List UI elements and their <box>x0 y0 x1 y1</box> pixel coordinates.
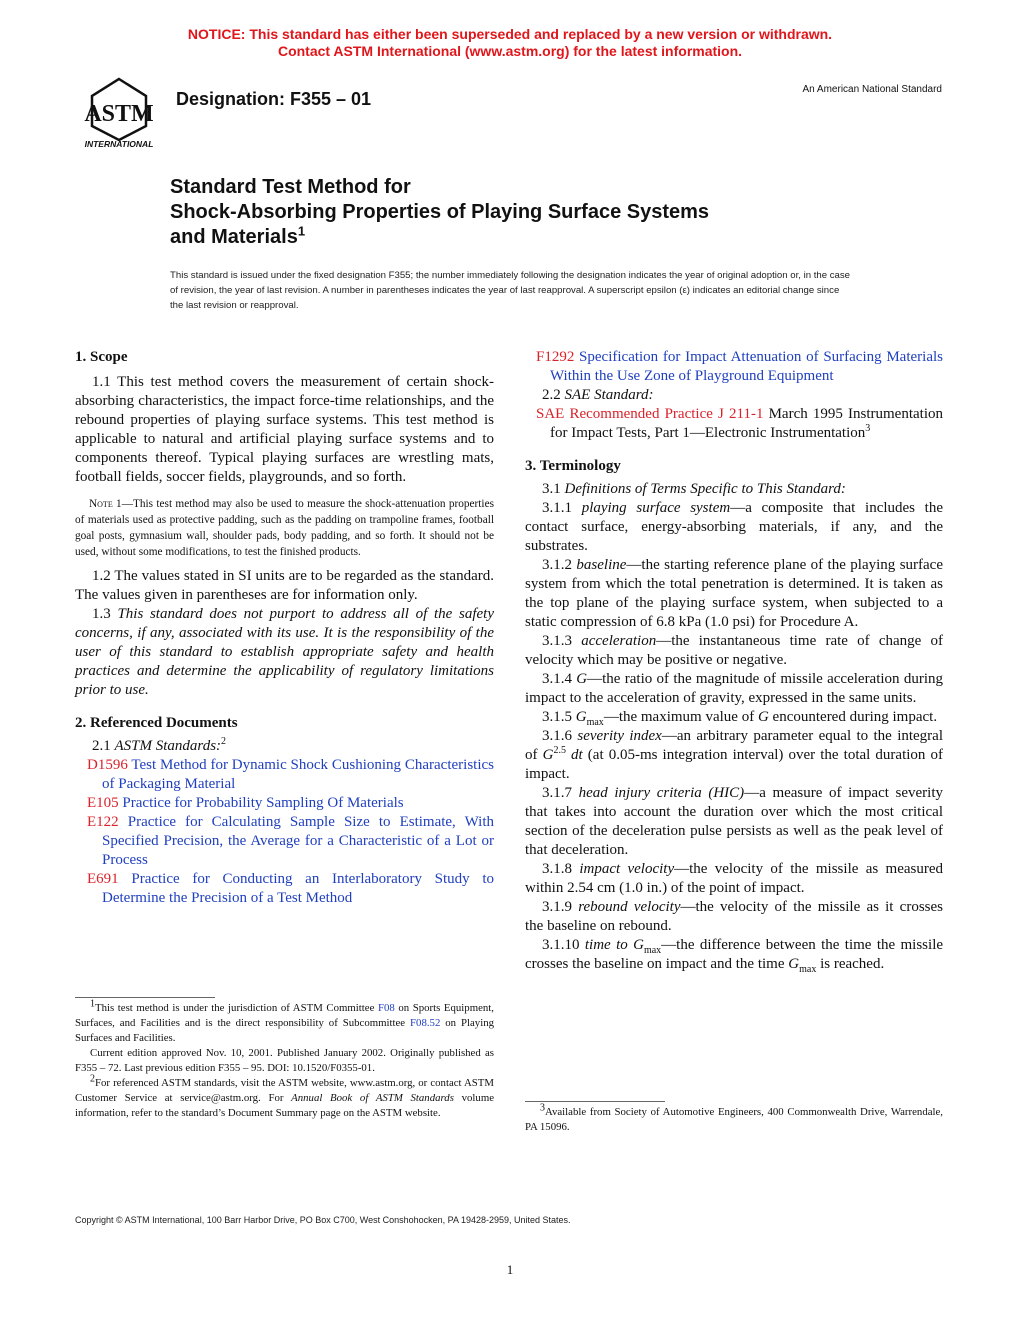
logo-text: ASTM <box>84 101 154 127</box>
definitions-label <box>525 480 943 499</box>
term-num: 3.1.6 <box>542 728 572 744</box>
term-def-b: (at 0.05-ms integration interval) over the total duration of impact. <box>525 747 944 782</box>
designation: Designation: F355 – 01 <box>176 89 372 109</box>
term-def: —the velocity of the missile as measured within 2.54 cm (1.0 in.) of the point of impact. <box>525 861 944 896</box>
subcommittee-link[interactable]: F08.52 <box>410 1017 441 1029</box>
ref-code[interactable]: E105 <box>87 795 119 811</box>
sae-rest: March 1995 Instrumentation for Impact Tests, Part 1—Electronic Instrumentation <box>550 406 943 441</box>
term-num: 3.1.10 <box>542 937 580 953</box>
terminology-heading: 3. Terminology <box>525 458 621 474</box>
ref-title[interactable]: Practice for Calculating Sample Size to Estimate, With Specified Precision, the Average for a Characteristic of a Lot or Process <box>102 814 494 868</box>
scope-1-3-num: 1.3 <box>92 606 111 622</box>
term-g: G <box>757 709 769 725</box>
scope-1-3 <box>75 605 494 700</box>
footnote-1-mark: 1 <box>90 998 95 1010</box>
ref-code[interactable]: F1292 <box>536 349 575 365</box>
title-line-3: and Materials <box>170 226 298 248</box>
notice-line-1: NOTICE: This standard has either been superseded and replaced by a new version or withdrawn. <box>187 26 833 42</box>
term-name: time to G <box>584 937 644 953</box>
astm-standards-text: ASTM Standards: <box>114 738 222 754</box>
title-line-1: Standard Test Method for <box>170 176 411 198</box>
notice-line-2: Contact ASTM International (www.astm.org) for the latest information. <box>277 43 743 59</box>
ref-item-e122[interactable] <box>75 813 494 870</box>
right-column <box>525 348 943 974</box>
term-def: —the velocity of the missile as it crosses the baseline on rebound. <box>525 899 944 934</box>
scope-1-1: 1.1 This test method covers the measurement of certain shock-absorbing characteristics, the impact force-time relationships, and the rebound properties of playing surface systems. This test method is applicable to natural and artificial playing surface systems and to components thereof. Typical playing surfaces are wrestling mats, football fields, soccer fields, playgrounds, and so forth. <box>75 374 494 485</box>
term-name: rebound velocity <box>578 899 681 915</box>
term-name: G <box>576 671 588 687</box>
term-num: 3.1.1 <box>542 500 572 516</box>
term-def-a: —the difference between the time the missile crosses the baseline on impact and the time <box>525 937 944 972</box>
term-name: impact velocity <box>579 861 675 877</box>
term-sub: max <box>643 945 662 956</box>
referenced-heading: 2. Referenced Documents <box>75 715 238 731</box>
astm-logo-icon <box>76 74 162 150</box>
ref-item-sae[interactable] <box>525 405 943 443</box>
title-line-2: Shock-Absorbing Properties of Playing Surface Systems <box>170 201 710 223</box>
term-g: G <box>788 956 800 972</box>
ref-item-e691[interactable] <box>75 870 494 908</box>
footnotes-right <box>525 1102 943 1135</box>
footnote-rule-left <box>75 997 215 998</box>
term-name: playing surface system <box>581 500 731 516</box>
term-num: 3.1.9 <box>542 899 572 915</box>
issued-statement: This standard is issued under the fixed designation F355; the number immediately following the designation indicates the year of original adoption or, in the case of revision, the year of last revision. A number in parentheses indicates the year of last reapproval. A superscript epsilon (ε) indicates an editorial change since the last revision or reapproval. <box>170 270 850 311</box>
term-num: 3.1.4 <box>542 671 572 687</box>
footnote-2-mark: 2 <box>90 1073 95 1085</box>
sae-standard-num: 2.2 <box>542 387 561 403</box>
term-def-b: encountered during impact. <box>768 709 938 725</box>
left-column <box>75 348 494 908</box>
term-3-1-9 <box>525 898 943 936</box>
footnote-1-edition: Current edition approved Nov. 10, 2001. Published January 2002. Originally published as F355 – 72. Last previous edition F355 – 95. DOI: 10.1520/F0355-01. <box>75 1047 494 1074</box>
footnote-1-text-b: on Sports Equipment, Surfaces, and Facilities and is the direct responsibility of Subcommittee <box>75 1002 494 1029</box>
footnote-3-text: Available from Society of Automotive Engineers, 400 Commonwealth Drive, Warrendale, PA 15096. <box>525 1106 943 1133</box>
term-3-1-10 <box>525 936 943 974</box>
term-3-1-6 <box>525 727 943 784</box>
ref-item-e105[interactable] <box>75 794 494 813</box>
term-sub: max <box>586 717 604 728</box>
committee-link[interactable]: F08 <box>377 1002 395 1014</box>
term-3-1-2 <box>525 556 943 632</box>
astm-logo <box>76 74 162 150</box>
footnote-2-italic: Annual Book of ASTM Standards <box>291 1092 454 1104</box>
ref-title[interactable]: Test Method for Dynamic Shock Cushioning Characteristics of Packaging Material <box>102 757 494 792</box>
scope-note-1 <box>75 496 494 560</box>
footnotes-left <box>75 998 495 1121</box>
american-national-standard: An American National Standard <box>802 84 942 95</box>
term-def: —the instantaneous time rate of change of velocity which may be positive or negative. <box>525 633 944 668</box>
term-def-a: —the maximum value of <box>603 709 758 725</box>
document-title <box>170 175 870 250</box>
term-dt: dt <box>565 747 583 763</box>
term-num: 3.1.2 <box>542 557 572 573</box>
copyright-line: Copyright © ASTM International, 100 Barr Harbor Drive, PO Box C700, West Conshohocken, PA 19428-2959, United States. <box>75 1215 571 1225</box>
note-text: —This test method may also be used to measure the shock-attenuation properties of materials used as protective padding, such as the padding on trampoline frames, football goal posts, gymnasium wall, shoulder pads, body padding, and so forth. It should not be used, without some modifications, to test the finished products. <box>75 498 494 558</box>
term-num: 3.1.5 <box>542 709 572 725</box>
definitions-text: Definitions of Terms Specific to This Standard: <box>564 481 846 497</box>
footnote-2-text-a: For referenced ASTM standards, visit the ASTM website, www.astm.org, or contact ASTM Customer Service at service@astm.org. For <box>75 1077 494 1104</box>
term-exp: 2.5 <box>553 745 566 756</box>
term-3-1-8 <box>525 860 943 898</box>
footnote-3 <box>525 1102 943 1135</box>
ref-item-d1596[interactable] <box>75 756 494 794</box>
sae-standard-text: SAE Standard: <box>564 387 654 403</box>
term-num: 3.1.7 <box>542 785 572 801</box>
sae-standard-label <box>525 386 943 405</box>
ref-code[interactable]: E691 <box>87 871 119 887</box>
term-name: acceleration <box>581 633 657 649</box>
term-def: —a measure of impact severity that takes into account the duration over which the most critical section of the deceleration pulse persists as well as the peak level of that deceleration. <box>525 785 943 858</box>
ref-title[interactable]: Practice for Conducting an Interlaboratory Study to Determine the Precision of a Test Method <box>102 871 494 906</box>
term-3-1-5 <box>525 708 943 727</box>
term-name: baseline <box>576 557 627 573</box>
footnote-2 <box>75 1073 495 1121</box>
term-def-b: is reached. <box>816 956 885 972</box>
term-3-1-7 <box>525 784 943 860</box>
footnote-1-text-c: on Playing Surfaces and Facilities. <box>75 1017 495 1044</box>
term-name: severity index <box>577 728 662 744</box>
footnote-1-text-a: This test method is under the jurisdiction of ASTM Committee <box>95 1002 378 1014</box>
term-name: G <box>575 709 587 725</box>
term-3-1-3 <box>525 632 943 670</box>
term-g-sub: max <box>799 964 817 975</box>
logo-subtext: INTERNATIONAL <box>84 139 154 149</box>
title-line-3-wrap <box>170 225 870 250</box>
note-label: Note 1 <box>89 498 122 510</box>
ref-item-f1292[interactable] <box>525 348 943 386</box>
term-num: 3.1.3 <box>542 633 572 649</box>
ref-title[interactable]: Practice for Probability Sampling Of Materials <box>122 795 404 811</box>
term-g: G <box>542 747 554 763</box>
astm-standards-fn: 2 <box>221 736 227 747</box>
term-name: head injury criteria (HIC) <box>578 785 745 801</box>
scope-heading: 1. Scope <box>75 349 128 365</box>
footnote-rule-right <box>525 1101 665 1102</box>
notice-banner <box>0 26 1020 60</box>
footnote-1 <box>75 998 495 1046</box>
term-3-1-1 <box>525 499 943 556</box>
term-def: —the ratio of the magnitude of missile acceleration during impact to the acceleration of gravity, expressed in the same units. <box>525 671 944 706</box>
scope-1-2: 1.2 The values stated in SI units are to be regarded as the standard. The values given in parentheses are for information only. <box>75 568 494 603</box>
footnote-2-text-b: volume information, refer to the standard’s Document Summary page on the ASTM website. <box>75 1092 495 1119</box>
definitions-num: 3.1 <box>542 481 561 497</box>
term-num: 3.1.8 <box>542 861 572 877</box>
sae-fn: 3 <box>865 423 871 434</box>
page-number: 1 <box>506 1262 514 1277</box>
astm-standards-label <box>75 737 494 756</box>
ref-code[interactable]: D1596 <box>87 757 128 773</box>
astm-standards-num: 2.1 <box>92 738 111 754</box>
term-def-a: —an arbitrary parameter equal to the integral of <box>525 728 944 763</box>
footnote-3-mark: 3 <box>540 1102 545 1114</box>
term-3-1-4 <box>525 670 943 708</box>
term-def: —a composite that includes the contact surface, energy-absorbing materials, if any, and the substrates. <box>525 500 944 554</box>
scope-1-3-text: This standard does not purport to address all of the safety concerns, if any, associated with its use. It is the responsibility of the user of this standard to establish appropriate safety and health practices and determine the applicability of regulatory limitations prior to use. <box>75 606 495 698</box>
term-def: —the starting reference plane of the playing surface system from which the total penetration is determined. It is taken as the top plane of the playing surface system, when subjected to a static compression of 6.8 kPa (1.0 psi) for Procedure A. <box>525 557 943 630</box>
title-footnote-mark: 1 <box>297 223 306 239</box>
ref-title[interactable]: Specification for Impact Attenuation of Surfacing Materials Within the Use Zone of Playground Equipment <box>550 349 943 384</box>
ref-code[interactable]: E122 <box>87 814 119 830</box>
sae-code[interactable]: SAE Recommended Practice J 211-1 <box>536 406 764 422</box>
